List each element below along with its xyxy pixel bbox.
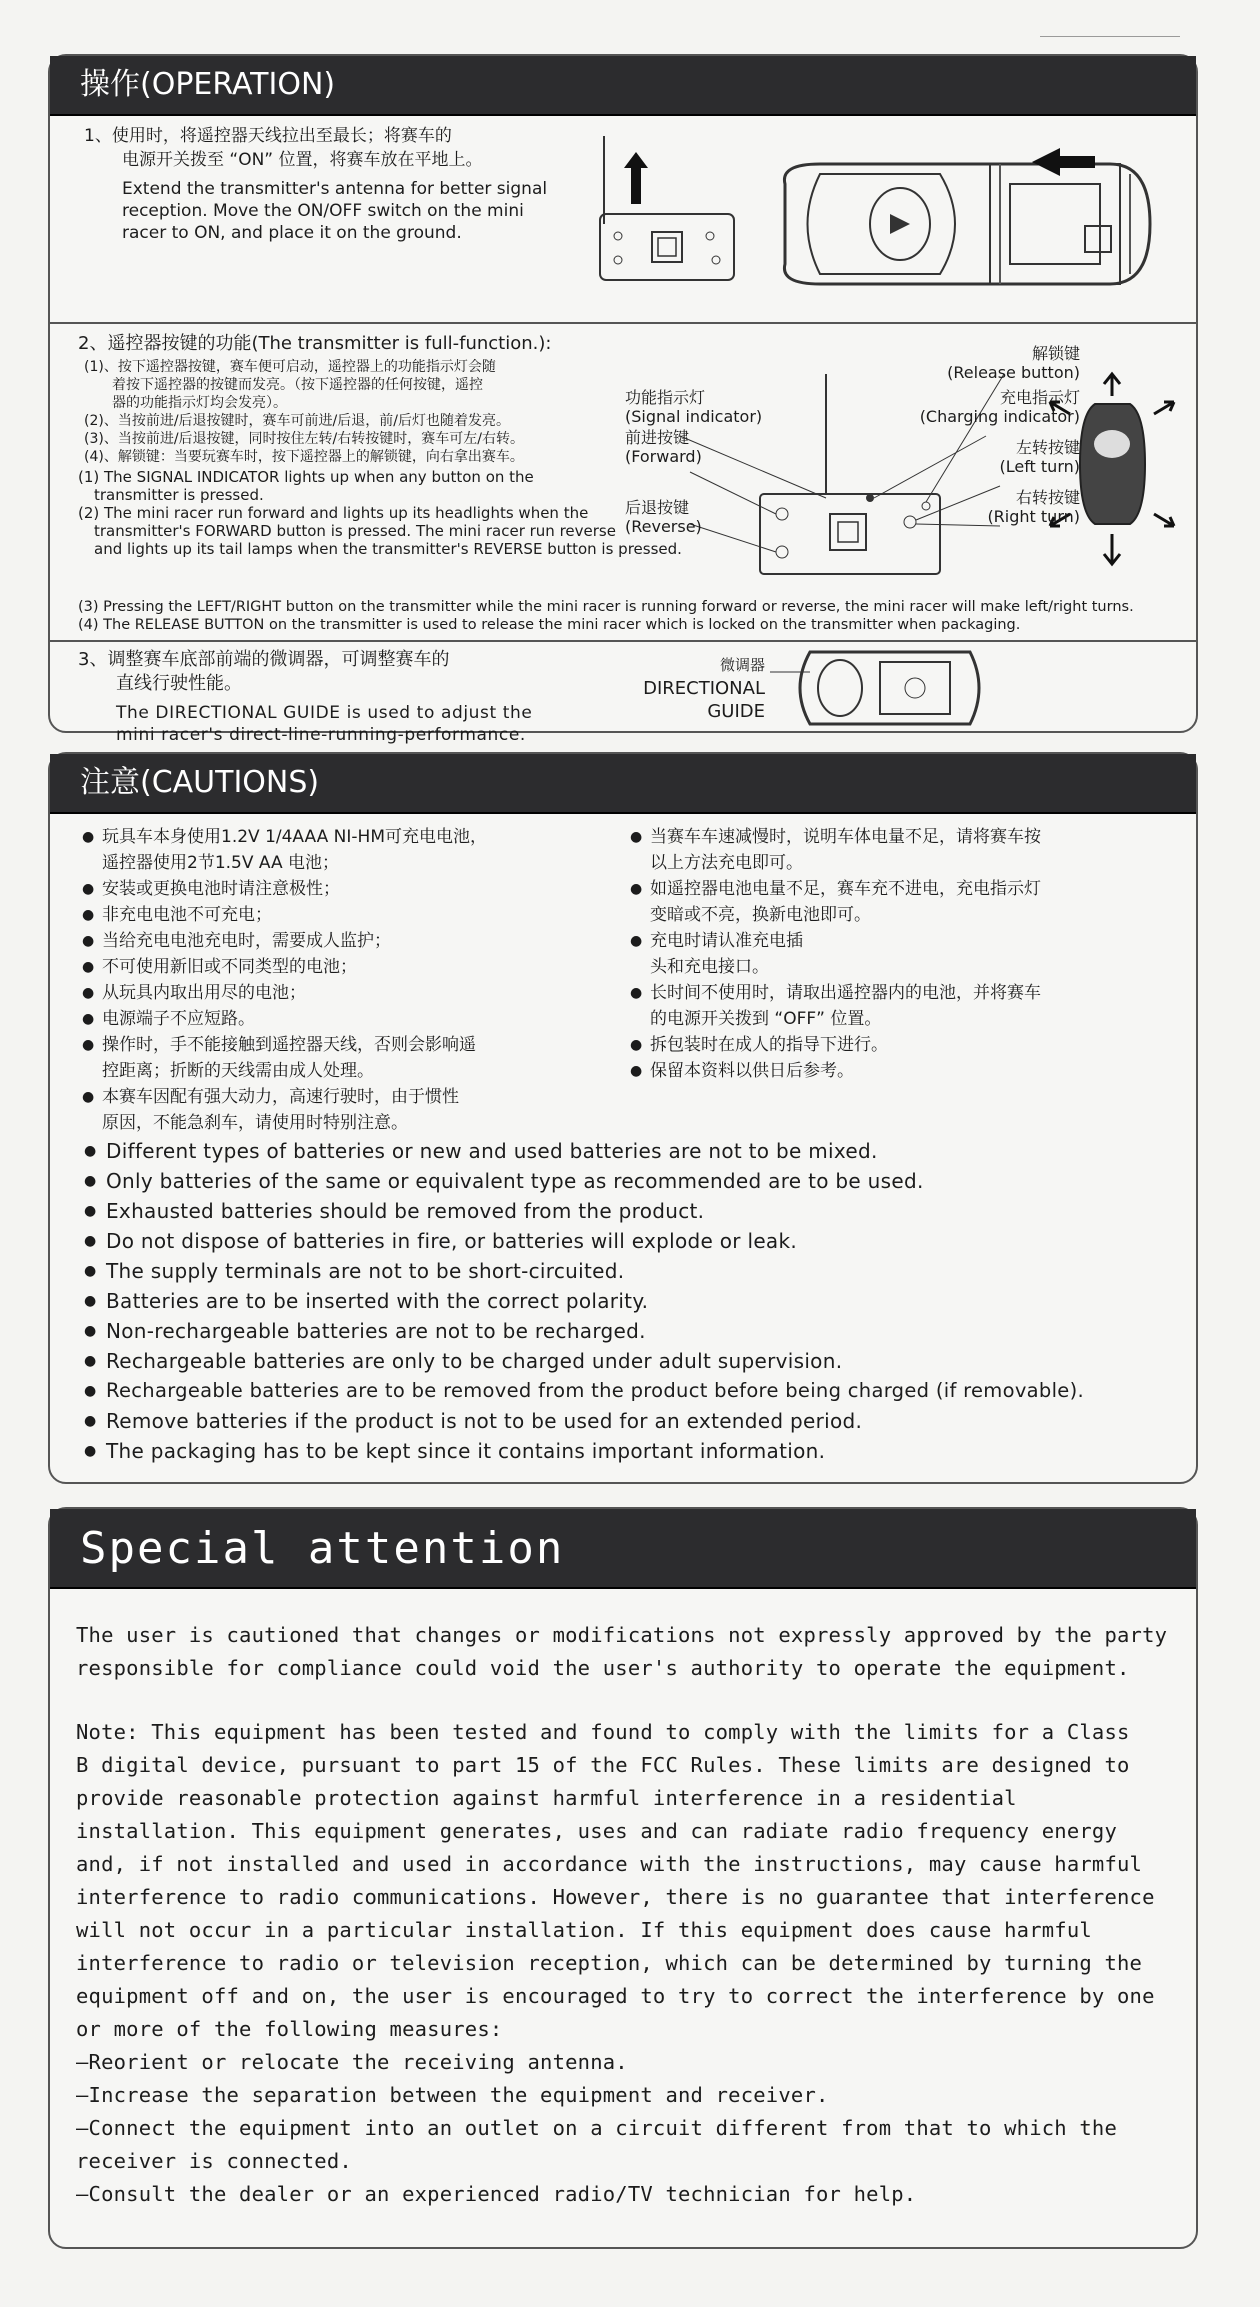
fcc-measure-line: —Reorient or relocate the receiving antenna. bbox=[76, 2050, 628, 2074]
operation-panel bbox=[48, 54, 1198, 745]
caution-en-item: ● The packaging has to be kept since it contains important information. bbox=[84, 1439, 826, 1463]
caution-cn-item: ● 玩具车本身使用1.2V 1/4AAA NI-HM可充电电池， 遥控器使用2节1.5V AA 电池； bbox=[82, 827, 487, 873]
caution-cn-item: ● 当赛车车速减慢时，说明车体电量不足，请将赛车按 以上方法充电即可。 bbox=[630, 827, 1041, 873]
fcc-note-line: installation. This equipment generates, uses and can radiate radio frequency energy bbox=[76, 1819, 1117, 1843]
cautions-cn-right bbox=[630, 824, 1190, 1084]
operation-header: 操作(OPERATION) bbox=[50, 56, 1196, 116]
fcc-note-line: Note: This equipment has been tested and found to comply with the limits for a Class bbox=[76, 1720, 1130, 1744]
forward-button-label: 前进按键 (Forward) bbox=[625, 428, 702, 466]
caution-cn-item: ● 如遥控器电池电量不足，赛车充不进电，充电指示灯 变暗或不亮，换新电池即可。 bbox=[630, 879, 1041, 925]
caution-en-item: ● Do not dispose of batteries in fire, or batteries will explode or leak. bbox=[84, 1229, 798, 1253]
caution-cn-item: ● 不可使用新旧或不同类型的电池； bbox=[82, 957, 357, 977]
caution-cn-item: ● 本赛车因配有强大动力，高速行驶时，由于惯性 原因，不能急刹车，请使用时特别注意。 bbox=[82, 1087, 459, 1133]
transmitter-and-racer-illustration bbox=[590, 124, 1190, 314]
step2-cn-line: (3)、当按前进/后退按键，同时按住左转/右转按键时，赛车可左/右转。 bbox=[84, 431, 524, 447]
caution-cn-item: ● 操作时，手不能接触到遥控器天线，否则会影响遥 控距离；折断的天线需由成人处理。 bbox=[82, 1035, 476, 1081]
cautions-panel bbox=[48, 752, 1198, 1484]
fcc-note-line: provide reasonable protection against harmful interference in a residential bbox=[76, 1786, 1017, 1810]
caution-cn-item: ● 长时间不使用时，请取出遥控器内的电池，并将赛车 的电源开关拨到 “OFF” 位置。 bbox=[630, 983, 1041, 1029]
special-attention-header: Special attention bbox=[50, 1509, 1196, 1589]
step3-en-line2: mini racer's direct-line-running-performance. bbox=[116, 725, 526, 745]
release-button-label: 解锁键 (Release button) bbox=[947, 344, 1080, 382]
step2-en-1b: transmitter is pressed. bbox=[94, 486, 264, 504]
step2-en-4: (4) The RELEASE BUTTON on the transmitter is used to release the mini racer which is locked on the transmitter when packaging. bbox=[78, 617, 1021, 633]
fcc-measure-line: —Consult the dealer or an experienced radio/TV technician for help. bbox=[76, 2182, 917, 2206]
special-attention-body bbox=[76, 1619, 1186, 2211]
caution-en-item: ● Only batteries of the same or equivalent type as recommended are to be used. bbox=[84, 1169, 924, 1193]
caution-paragraph-line: The user is cautioned that changes or modifications not expressly approved by the party bbox=[76, 1623, 1168, 1647]
step2-cn-line: 着按下遥控器的按键而发亮。（按下遥控器的任何按键，遥控 bbox=[112, 377, 483, 393]
fcc-measure-line: receiver is connected. bbox=[76, 2149, 352, 2173]
caution-cn-item: ● 安装或更换电池时请注意极性； bbox=[82, 879, 340, 899]
step2-cn-line: (2)、当按前进/后退按键时，赛车可前进/后退，前/后灯也随着发亮。 bbox=[84, 413, 510, 429]
caution-cn-item: ● 当给充电电池充电时，需要成人监护； bbox=[82, 931, 391, 951]
step2-en-2a: (2) The mini racer run forward and lights up its headlights when the bbox=[78, 504, 589, 522]
step-1 bbox=[50, 116, 1196, 322]
step2-en-3: (3) Pressing the LEFT/RIGHT button on the transmitter while the mini racer is running forward or reverse, the mini racer will make left/right turns. bbox=[78, 599, 1134, 615]
top-rule bbox=[1040, 36, 1180, 37]
step3-cn-line2: 直线行驶性能。 bbox=[116, 673, 242, 694]
caution-cn-item: ● 保留本资料以供日后参考。 bbox=[630, 1061, 854, 1081]
directional-guide-label: 微调器 DIRECTIONAL GUIDE bbox=[643, 656, 765, 722]
caution-en-item: ● Rechargeable batteries are to be removed from the product before being charged (if removable). bbox=[84, 1379, 1085, 1402]
caution-en-item: ● The supply terminals are not to be short-circuited. bbox=[84, 1259, 625, 1283]
caution-en-item: ● Batteries are to be inserted with the correct polarity. bbox=[84, 1289, 649, 1313]
step2-en-1a: (1) The SIGNAL INDICATOR lights up when any button on the bbox=[78, 468, 534, 486]
caution-cn-item: ● 电源端子不应短路。 bbox=[82, 1009, 255, 1029]
caution-en-item: ● Rechargeable batteries are only to be charged under adult supervision. bbox=[84, 1349, 843, 1373]
caution-en-item: ● Different types of batteries or new and used batteries are not to be mixed. bbox=[84, 1139, 878, 1163]
reverse-button-label: 后退按键 (Reverse) bbox=[625, 498, 702, 536]
caution-cn-item: ● 从玩具内取出用尽的电池； bbox=[82, 983, 306, 1003]
step1-cn-line1: 1、使用时，将遥控器天线拉出至最长；将赛车的 bbox=[84, 126, 452, 146]
special-attention-panel bbox=[48, 1507, 1198, 2249]
step1-cn-line2: 电源开关拨至 “ON” 位置，将赛车放在平地上。 bbox=[122, 150, 483, 170]
step1-en-line3: racer to ON, and place it on the ground. bbox=[122, 223, 462, 243]
step3-cn-line1: 3、调整赛车底部前端的微调器，可调整赛车的 bbox=[78, 649, 450, 670]
step3-en-line1: The DIRECTIONAL GUIDE is used to adjust the bbox=[116, 703, 533, 723]
caution-en-item: ● Remove batteries if the product is not to be used for an extended period. bbox=[84, 1409, 863, 1433]
step-2 bbox=[50, 324, 1196, 640]
step1-en-line2: reception. Move the ON/OFF switch on the mini bbox=[122, 201, 524, 221]
fcc-note-line: interference to radio or television reception, which can be determined by turning the bbox=[76, 1951, 1143, 1975]
step2-en-2c: and lights up its tail lamps when the transmitter's REVERSE button is pressed. bbox=[94, 540, 682, 558]
fcc-note-line: interference to radio communications. However, there is no guarantee that interference bbox=[76, 1885, 1155, 1909]
right-turn-label: 右转按键 (Right turn) bbox=[987, 488, 1080, 526]
step1-en-line1: Extend the transmitter's antenna for better signal bbox=[122, 179, 548, 199]
cautions-en-list bbox=[80, 1136, 1190, 1466]
caution-en-item: ● Exhausted batteries should be removed from the product. bbox=[84, 1199, 705, 1223]
step2-cn-line: 器的功能指示灯均会发亮）。 bbox=[112, 395, 287, 411]
caution-cn-item: ● 非充电电池不可充电； bbox=[82, 905, 272, 925]
fcc-note-line: and, if not installed and used in accordance with the instructions, may cause harmful bbox=[76, 1852, 1143, 1876]
fcc-note-line: or more of the following measures: bbox=[76, 2017, 503, 2041]
fcc-note-line: will not occur in a particular installation. If this equipment does cause harmful bbox=[76, 1918, 1092, 1942]
caution-en-item: ● Non-rechargeable batteries are not to be recharged. bbox=[84, 1319, 646, 1343]
charging-indicator-label: 充电指示灯 (Charging indicator) bbox=[919, 388, 1080, 426]
cautions-header: 注意(CAUTIONS) bbox=[50, 754, 1196, 814]
step2-en-2b: transmitter's FORWARD button is pressed. The mini racer run reverse bbox=[94, 522, 616, 540]
left-turn-label: 左转按键 (Left turn) bbox=[999, 438, 1080, 476]
racer-underside-illustration bbox=[770, 642, 990, 734]
caution-cn-item: ● 拆包装时在成人的指导下进行。 bbox=[630, 1035, 888, 1055]
caution-paragraph-line: responsible for compliance could void the user's authority to operate the equipment. bbox=[76, 1656, 1130, 1680]
cautions-cn-left bbox=[82, 824, 642, 1136]
step2-title: 2、遥控器按键的功能(The transmitter is full-function.): bbox=[78, 333, 552, 354]
fcc-measure-line: —Increase the separation between the equipment and receiver. bbox=[76, 2083, 829, 2107]
caution-cn-item: ● 充电时请认准充电插 头和充电接口。 bbox=[630, 931, 803, 977]
step-3 bbox=[50, 642, 1196, 745]
step2-cn-line: (1)、按下遥控器按键，赛车便可启动，遥控器上的功能指示灯会随 bbox=[84, 359, 496, 375]
fcc-note-line: equipment off and on, the user is encouraged to try to correct the interference by one bbox=[76, 1984, 1155, 2008]
fcc-measure-line: —Connect the equipment into an outlet on a circuit different from that to which the bbox=[76, 2116, 1117, 2140]
fcc-note-line: B digital device, pursuant to part 15 of the FCC Rules. These limits are designed to bbox=[76, 1753, 1130, 1777]
step2-cn-line: (4)、解锁键：当要玩赛车时，按下遥控器上的解锁键，向右拿出赛车。 bbox=[84, 449, 524, 465]
signal-indicator-label: 功能指示灯 (Signal indicator) bbox=[625, 388, 763, 426]
